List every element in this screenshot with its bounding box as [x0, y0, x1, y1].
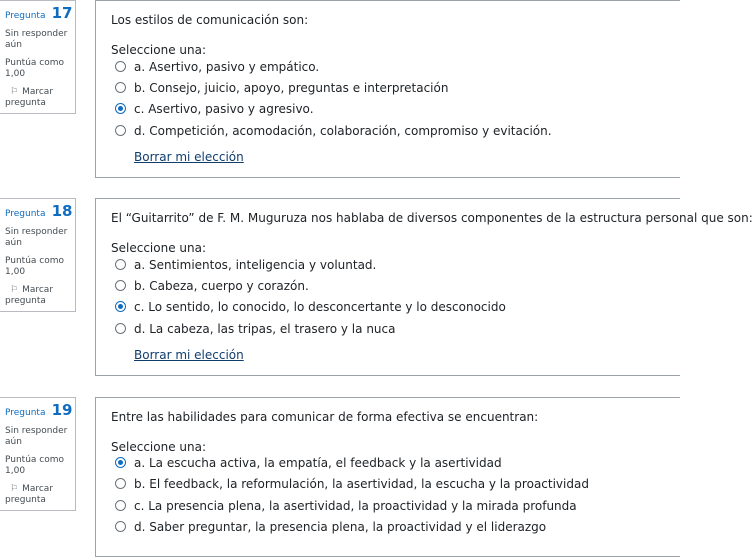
question-state: Sin responder aún: [5, 29, 68, 50]
radio-button[interactable]: [115, 125, 126, 136]
answer-option-a[interactable]: [115, 258, 376, 274]
clear-choice-link[interactable]: Borrar mi elección: [134, 348, 244, 362]
answer-option-a[interactable]: [115, 456, 502, 472]
flag-question-label: Marcar pregunta: [5, 87, 54, 108]
answer-option-b[interactable]: [115, 279, 309, 295]
question-state: Sin responder aún: [5, 227, 68, 248]
question-number: [5, 401, 75, 422]
answer-option-d[interactable]: [115, 124, 552, 140]
radio-button[interactable]: [115, 500, 126, 511]
question-grade: Puntúa como 1,00: [5, 455, 65, 476]
question-number-value: 17: [51, 4, 73, 22]
question-content: [95, 0, 680, 178]
flag-icon: ⚐: [10, 484, 19, 494]
flag-icon: ⚐: [10, 87, 19, 97]
question-label: Pregunta: [5, 209, 46, 219]
answer-option-b[interactable]: [115, 477, 589, 493]
question-17: [0, 0, 680, 190]
question-18: [0, 198, 753, 388]
answer-option-label: b. Consejo, juicio, apoyo, preguntas e interpretación: [134, 81, 449, 95]
question-label: Pregunta: [5, 11, 46, 21]
question-grade: Puntúa como 1,00: [5, 58, 65, 79]
answer-prompt: Seleccione una:: [111, 241, 206, 255]
answer-option-c[interactable]: [115, 300, 506, 316]
question-content: [95, 198, 753, 376]
clear-choice-link[interactable]: Borrar mi elección: [134, 150, 244, 164]
radio-button[interactable]: [115, 259, 126, 270]
question-text: Los estilos de comunicación son:: [111, 13, 309, 27]
answer-option-d[interactable]: [115, 322, 395, 338]
answer-option-label: d. La cabeza, las tripas, el trasero y la nuca: [134, 322, 396, 336]
question-number: [5, 4, 75, 25]
question-info-panel: [0, 198, 76, 312]
answer-option-label: c. La presencia plena, la asertividad, la proactividad y la mirada profunda: [134, 499, 577, 513]
answer-option-label: a. La escucha activa, la empatía, el feedback y la asertividad: [134, 456, 502, 470]
question-number-value: 19: [51, 401, 73, 419]
radio-button-selected[interactable]: [115, 301, 126, 312]
answer-option-d[interactable]: [115, 520, 546, 536]
answer-option-label: c. Asertivo, pasivo y agresivo.: [134, 102, 314, 116]
question-number-value: 18: [51, 202, 73, 220]
question-info-panel: [0, 397, 76, 511]
answer-option-c[interactable]: [115, 499, 577, 515]
flag-question-link[interactable]: [5, 285, 75, 307]
radio-button[interactable]: [115, 521, 126, 532]
radio-button[interactable]: [115, 61, 126, 72]
question-number: [5, 202, 75, 223]
answer-option-label: b. Cabeza, cuerpo y corazón.: [134, 279, 309, 293]
radio-button[interactable]: [115, 280, 126, 291]
flag-icon: ⚐: [10, 285, 19, 295]
question-label: Pregunta: [5, 408, 46, 418]
answer-option-a[interactable]: [115, 60, 319, 76]
radio-button-selected[interactable]: [115, 103, 126, 114]
answer-option-label: d. Saber preguntar, la presencia plena, la proactividad y el liderazgo: [134, 520, 547, 534]
question-state: Sin responder aún: [5, 426, 68, 447]
answer-option-label: a. Sentimientos, inteligencia y voluntad.: [134, 258, 377, 272]
answer-option-label: b. El feedback, la reformulación, la asertividad, la escucha y la proactividad: [134, 477, 589, 491]
radio-button[interactable]: [115, 82, 126, 93]
radio-button[interactable]: [115, 478, 126, 489]
question-19: [0, 397, 680, 547]
flag-question-link[interactable]: [5, 484, 75, 506]
flag-question-link[interactable]: [5, 87, 75, 109]
radio-button-selected[interactable]: [115, 457, 126, 468]
answer-option-label: a. Asertivo, pasivo y empático.: [134, 60, 320, 74]
question-grade: Puntúa como 1,00: [5, 256, 65, 277]
answer-prompt: Seleccione una:: [111, 440, 206, 454]
flag-question-label: Marcar pregunta: [5, 285, 54, 306]
radio-button[interactable]: [115, 323, 126, 334]
flag-question-label: Marcar pregunta: [5, 484, 54, 505]
question-text: El “Guitarrito” de F. M. Muguruza nos hablaba de diversos componentes de la estructura personal que son:: [111, 211, 753, 225]
question-content: [95, 397, 680, 557]
answer-option-label: d. Competición, acomodación, colaboración, compromiso y evitación.: [134, 124, 552, 138]
answer-option-b[interactable]: [115, 81, 448, 97]
answer-option-label: c. Lo sentido, lo conocido, lo desconcertante y lo desconocido: [134, 300, 506, 314]
question-text: Entre las habilidades para comunicar de forma efectiva se encuentran:: [111, 410, 539, 424]
answer-option-c[interactable]: [115, 102, 314, 118]
answer-prompt: Seleccione una:: [111, 43, 206, 57]
question-info-panel: [0, 0, 76, 114]
